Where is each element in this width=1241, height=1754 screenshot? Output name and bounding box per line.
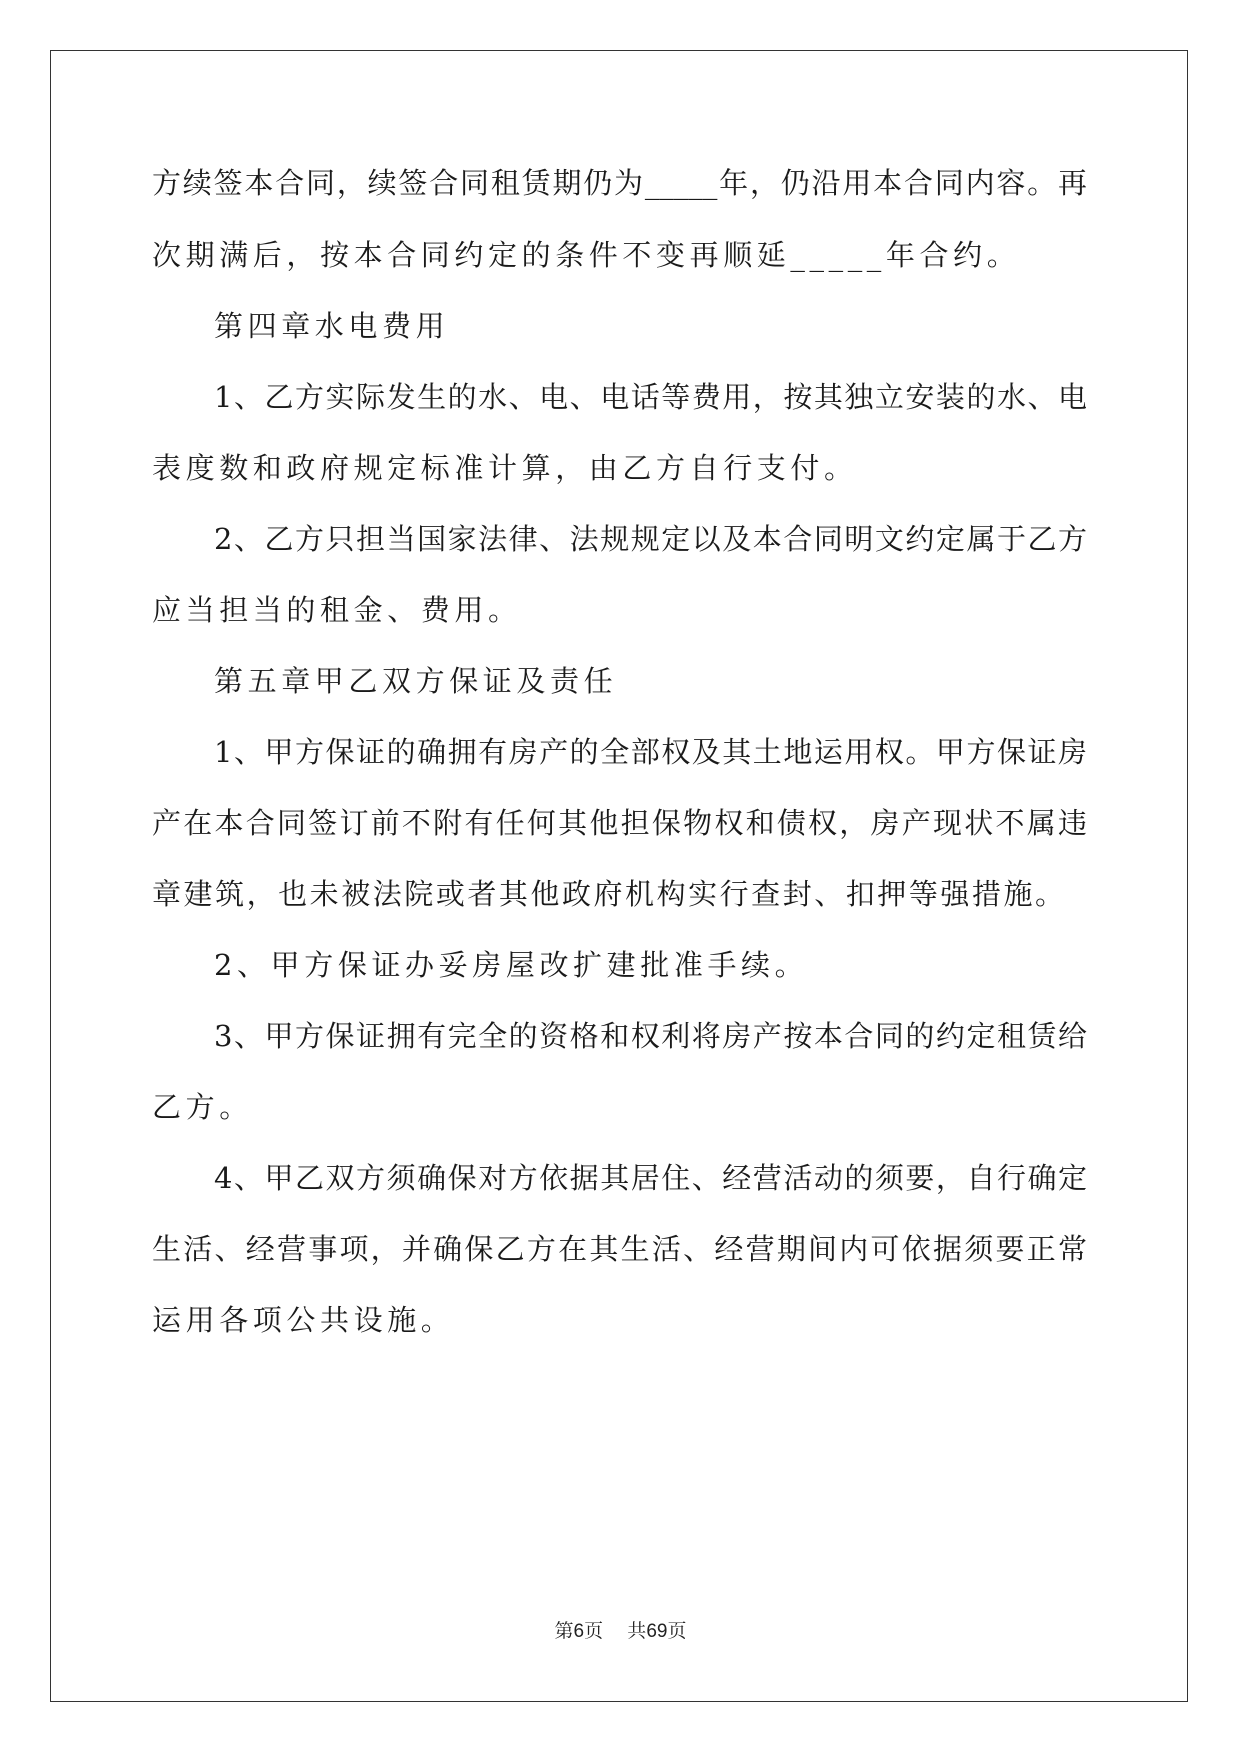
page-prefix: 第 [554,1620,574,1642]
total-prefix: 共 [627,1620,647,1642]
text-line-15: 4、甲乙双方须确保对方依据其居住、经营活动的须要，自行确定 [214,1161,1087,1195]
text-line-11: 章建筑，也未被法院或者其他政府机构实行查封、扣押等强措施。 [152,877,1064,911]
page-suffix: 页 [584,1620,604,1642]
chapter-heading-5: 第五章甲乙双方保证及责任 [214,664,618,698]
total-pages: 69 [646,1621,668,1642]
text-line-1: 方续签本合同，续签合同租赁期仍为_____年，仍沿用本合同内容。再 [152,166,1087,200]
text-line-6: 2、乙方只担当国家法律、法规规定以及本合同明文约定属于乙方 [214,522,1087,556]
text-line-12: 2、甲方保证办妥房屋改扩建批准手续。 [214,948,809,982]
text-line-4: 1、乙方实际发生的水、电、电话等费用，按其独立安装的水、电 [214,380,1087,414]
text-line-14: 乙方。 [152,1090,253,1124]
text-line-2: 次期满后，按本合同约定的条件不变再顺延_____年合约。 [152,238,1021,272]
text-line-17: 运用各项公共设施。 [152,1303,455,1337]
page-number: 6 [573,1621,585,1642]
text-line-10: 产在本合同签订前不附有任何其他担保物权和债权，房产现状不属违 [152,806,1087,840]
text-line-9: 1、甲方保证的确拥有房产的全部权及其土地运用权。甲方保证房 [214,735,1087,769]
chapter-heading-4: 第四章水电费用 [214,309,450,343]
text-line-13: 3、甲方保证拥有完全的资格和权利将房产按本合同的约定租赁给 [214,1019,1087,1053]
text-line-7: 应当担当的租金、费用。 [152,593,522,627]
page-footer [0,1619,1241,1644]
text-line-5: 表度数和政府规定标准计算，由乙方自行支付。 [152,451,858,485]
text-line-16: 生活、经营事项，并确保乙方在其生活、经营期间内可依据须要正常 [152,1232,1087,1266]
total-suffix: 页 [667,1620,687,1642]
